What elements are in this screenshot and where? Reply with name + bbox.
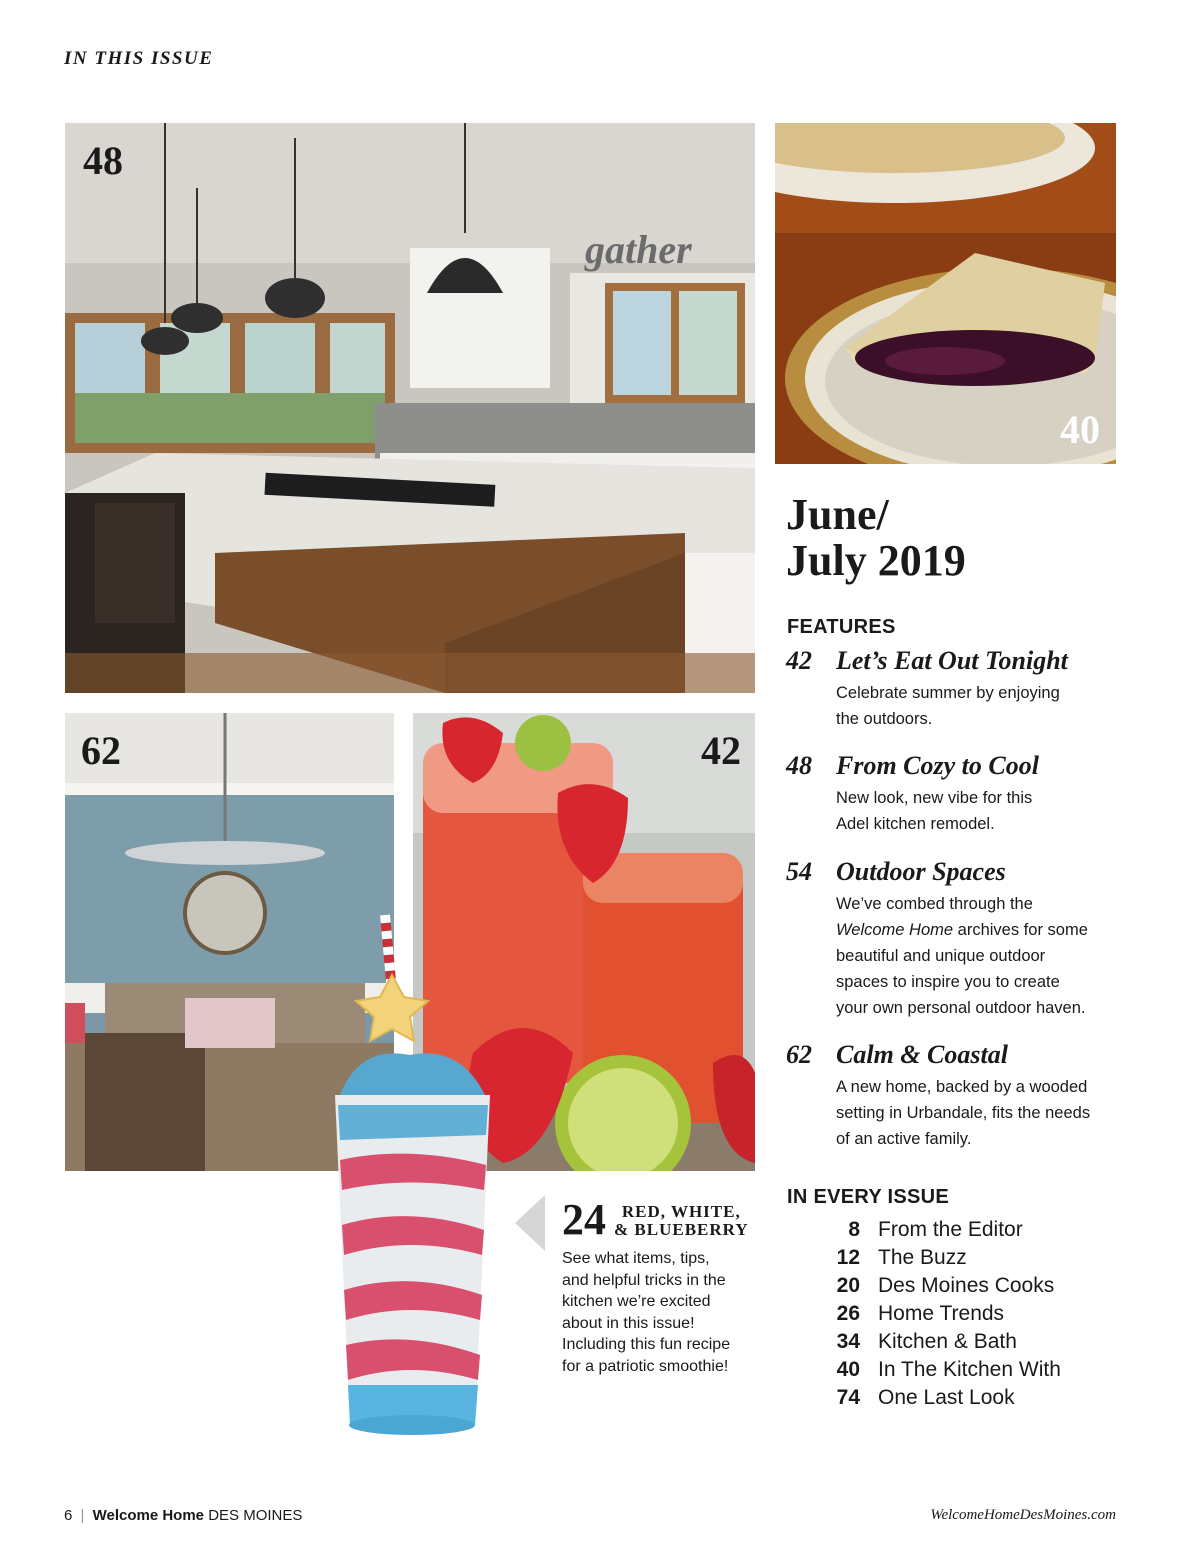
list-item[interactable]: 20 Des Moines Cooks [836,1274,1055,1297]
section-label: IN THIS ISSUE [64,48,214,69]
page-number-badge: 62 [81,728,121,773]
issue-date [786,492,966,584]
feature-title: Let’s Eat Out Tonight [836,646,1068,675]
features-heading: FEATURES [787,616,896,638]
footer-website[interactable]: WelcomeHomeDesMoines.com [930,1507,1116,1523]
page-number-badge: 42 [701,728,741,773]
callout-page: 24 [562,1195,606,1244]
feature-page: 48 [786,751,812,780]
page-number-badge: 48 [83,138,123,183]
list-item[interactable]: 74 One Last Look [836,1386,1015,1409]
every-issue-list [800,1218,1100,1414]
page-number-badge: 40 [1060,407,1100,452]
callout-title: RED, WHITE, & BLUEBERRY [614,1202,749,1239]
feature-desc: We’ve combed through the Welcome Home archives for some beautiful and unique outdoor spaces to inspire you to create your own personal outdoor haven. [836,895,1088,1017]
footer-brand: Welcome Home [92,1507,205,1524]
feature-title: Calm & Coastal [836,1040,1008,1069]
smoothie-photo [300,905,525,1465]
feature-page: 42 [786,646,812,675]
list-item[interactable]: 34 Kitchen & Bath [836,1330,1017,1353]
list-item[interactable]: 40 In The Kitchen With [836,1358,1061,1381]
issue-date-line-1: June/ [786,490,889,539]
feature-page: 62 [786,1040,812,1069]
feature-desc: New look, new vibe for this Adel kitchen remodel. [836,789,1033,833]
list-item[interactable]: 12 The Buzz [836,1246,967,1269]
footer-page-number: 6 [64,1507,73,1524]
list-item[interactable]: 26 Home Trends [836,1302,1005,1325]
footer-city: DES MOINES [208,1507,303,1524]
issue-date-line-2: July 2019 [786,536,966,585]
feature-title: From Cozy to Cool [836,751,1039,780]
feature-title: Outdoor Spaces [836,857,1006,886]
list-item[interactable]: 8 From the Editor [848,1218,1023,1241]
callout-arrow-icon [515,1195,545,1251]
gather-sign: gather [585,227,692,272]
feature-page: 54 [786,857,812,886]
feature-desc: Celebrate summer by enjoying the outdoors. [836,684,1060,728]
footer-folio: 6 | Welcome Home DES MOINES [64,1507,303,1524]
feature-desc: A new home, backed by a wooded setting in Urbandale, fits the needs of an active family. [836,1078,1091,1148]
every-issue-heading: IN EVERY ISSUE [787,1186,950,1208]
callout-text: See what items, tips, and helpful tricks in the kitchen we’re excited about in this issue! Including this fun recipe for a patriotic smoothie! [562,1250,731,1375]
pie-photo [775,123,1116,464]
kitchen-photo [65,123,755,693]
